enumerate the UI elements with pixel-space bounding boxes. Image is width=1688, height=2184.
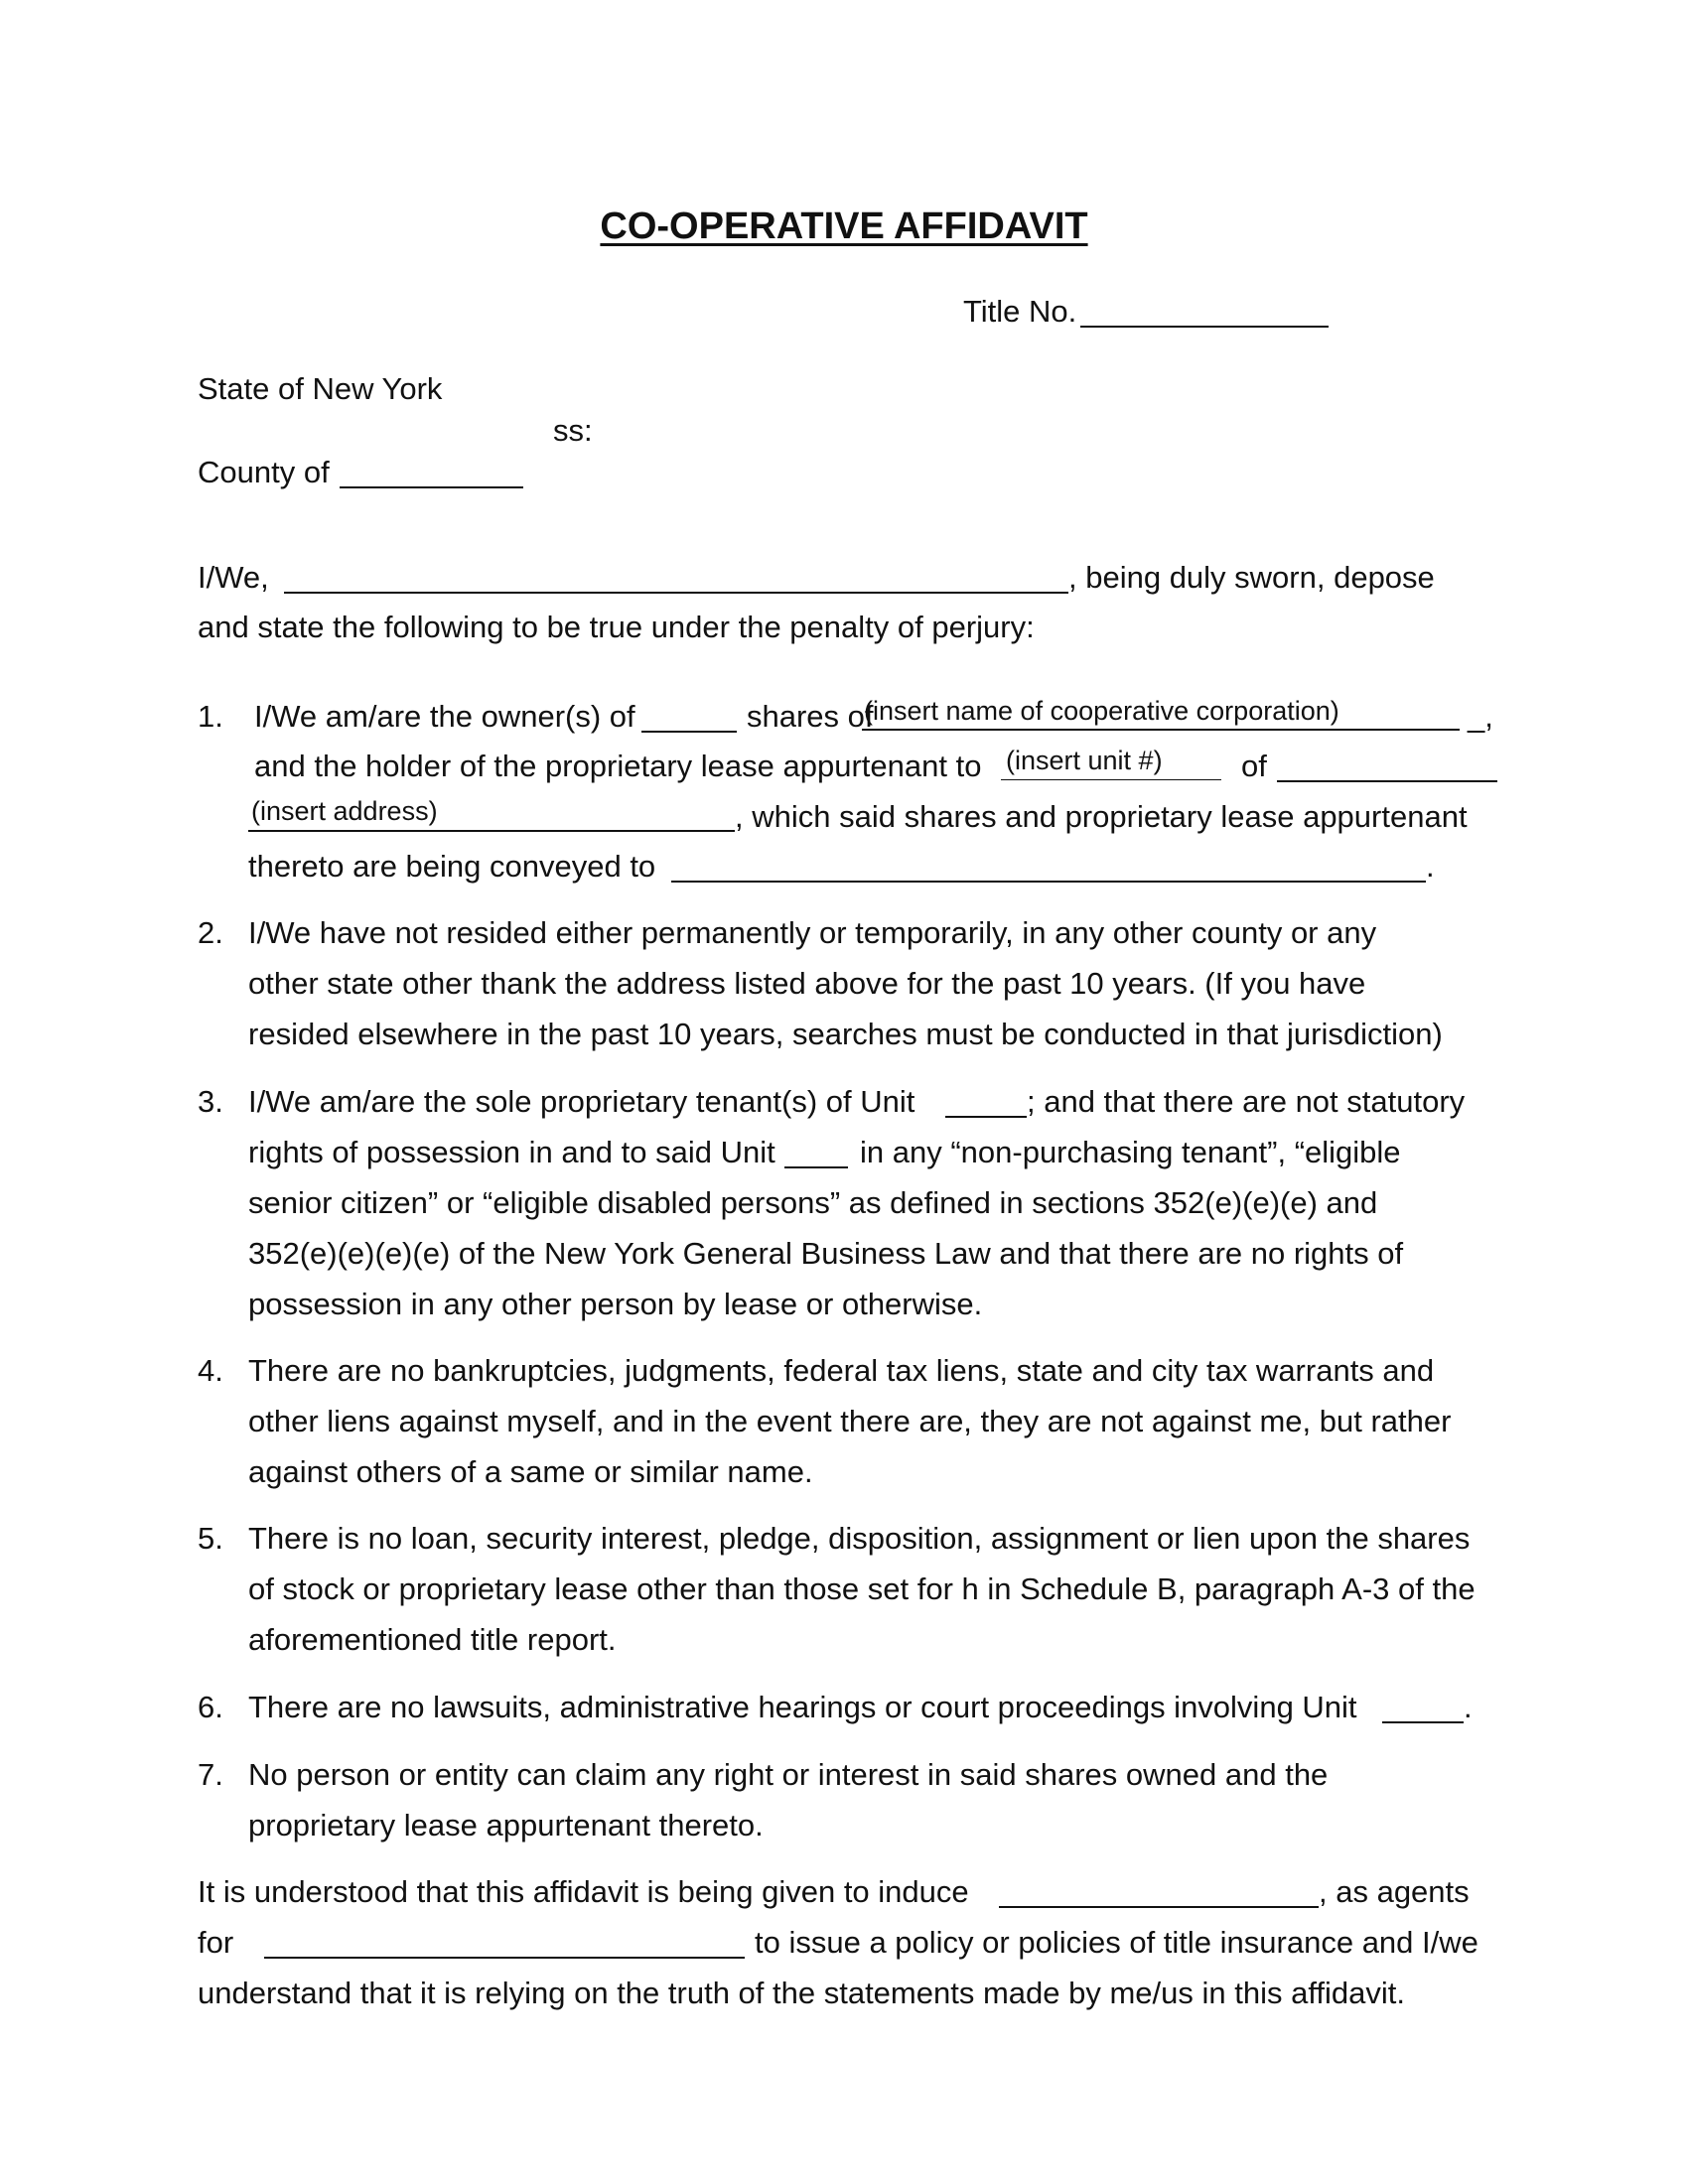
coop-name-placeholder: (insert name of cooperative corporation) [864, 696, 1339, 726]
item-6-end: . [1464, 1690, 1473, 1724]
agent-for-field[interactable] [264, 1957, 745, 1959]
title-no-field[interactable] [1080, 326, 1329, 328]
item-4-line: against others of a same or similar name. [248, 1454, 813, 1489]
item-7-line: No person or entity can claim any right or interest in said shares owned and the [248, 1757, 1329, 1792]
document-title: CO-OPERATIVE AFFIDAVIT [600, 205, 1088, 247]
induce-field[interactable] [999, 1906, 1319, 1908]
closing-line3: understand that it is relying on the truth of the statements made by me/us in this affidavit. [198, 1976, 1405, 2010]
item-3-line3: senior citizen” or “eligible disabled persons” as defined in sections 352(e)(e)(e) and [248, 1185, 1378, 1220]
sole-tenant-unit-field[interactable] [945, 1116, 1027, 1118]
county-field[interactable] [340, 486, 523, 488]
intro-line2: and state the following to be true under the penalty of perjury: [198, 610, 1035, 644]
item-2-line: other state other thank the address listed above for the past 10 years. (If you have [248, 966, 1366, 1001]
intro-prefix: I/We, [198, 560, 269, 595]
shares-count-field[interactable] [641, 731, 737, 733]
item-3-line2-a: rights of possession in and to said Unit [248, 1135, 775, 1169]
conveyed-to-field[interactable] [671, 881, 1426, 883]
venue-ss: ss: [553, 413, 593, 448]
of-field[interactable] [1277, 780, 1497, 782]
item-3-line2-b: in any “non-purchasing tenant”, “eligible [860, 1135, 1401, 1169]
item-3-line1-b: ; and that there are not statutory [1027, 1084, 1466, 1119]
item-5-line: There is no loan, security interest, pledge, disposition, assignment or lien upon the shares [248, 1521, 1471, 1556]
closing-line2-b: to issue a policy or policies of title insurance and I/we [755, 1925, 1478, 1960]
closing-line1-a: It is understood that this affidavit is being given to induce [198, 1874, 969, 1909]
item-1-line4-end: . [1426, 849, 1435, 884]
item-3-line1-a: I/We am/are the sole proprietary tenant(s) of Unit [248, 1084, 915, 1119]
item-3-number: 3. [198, 1084, 223, 1119]
item-7-line: proprietary lease appurtenant thereto. [248, 1808, 764, 1843]
item-5-line: of stock or proprietary lease other than those set for h in Schedule B, paragraph A-3 of the [248, 1571, 1476, 1606]
item-2-line: resided elsewhere in the past 10 years, searches must be conducted in that jurisdiction) [248, 1017, 1443, 1051]
item-1-number: 1. [198, 699, 223, 734]
item-3-line4: 352(e)(e)(e)(e) of the New York General Business Law and that there are no rights of [248, 1236, 1404, 1271]
item-1-text-b: shares of [747, 699, 874, 734]
item-1-text-c: _, [1468, 699, 1493, 734]
coop-name-field[interactable] [862, 729, 1460, 731]
item-7-number: 7. [198, 1757, 223, 1792]
item-4-line: There are no bankruptcies, judgments, federal tax liens, state and city tax warrants and [248, 1353, 1435, 1388]
closing-line1-b: , as agents [1319, 1874, 1470, 1909]
item-2-line: I/We have not resided either permanently or temporarily, in any other county or any [248, 915, 1377, 950]
intro-suffix: , being duly sworn, depose [1068, 560, 1435, 595]
item-5-line: aforementioned title report. [248, 1622, 617, 1657]
item-4-line: other liens against myself, and in the event there are, they are not against me, but rather [248, 1404, 1452, 1438]
venue-state: State of New York [198, 371, 443, 406]
address-field[interactable] [248, 830, 735, 832]
unit-placeholder: (insert unit #) [1006, 746, 1163, 775]
lawsuit-unit-field[interactable] [1382, 1721, 1464, 1723]
affiant-name-field[interactable] [284, 592, 1068, 594]
county-label: County of [198, 455, 330, 489]
item-3-line5: possession in any other person by lease or otherwise. [248, 1287, 983, 1321]
unit-field[interactable] [1001, 779, 1221, 780]
item-5-number: 5. [198, 1521, 223, 1556]
item-1-line2-b: of [1241, 749, 1267, 783]
item-1-text-a: I/We am/are the owner(s) of [254, 699, 635, 734]
item-6-number: 6. [198, 1690, 223, 1724]
possession-unit-field[interactable] [784, 1166, 848, 1168]
item-4-number: 4. [198, 1353, 223, 1388]
closing-line2-a: for [198, 1925, 234, 1960]
title-no-label: Title No. [963, 294, 1077, 329]
item-2-number: 2. [198, 915, 223, 950]
item-1-line4: thereto are being conveyed to [248, 849, 656, 884]
item-6-text: There are no lawsuits, administrative hearings or court proceedings involving Unit [248, 1690, 1357, 1724]
item-1-line3: , which said shares and proprietary lease appurtenant [735, 799, 1468, 834]
item-1-line2-a: and the holder of the proprietary lease appurtenant to [254, 749, 982, 783]
address-placeholder: (insert address) [251, 796, 438, 826]
